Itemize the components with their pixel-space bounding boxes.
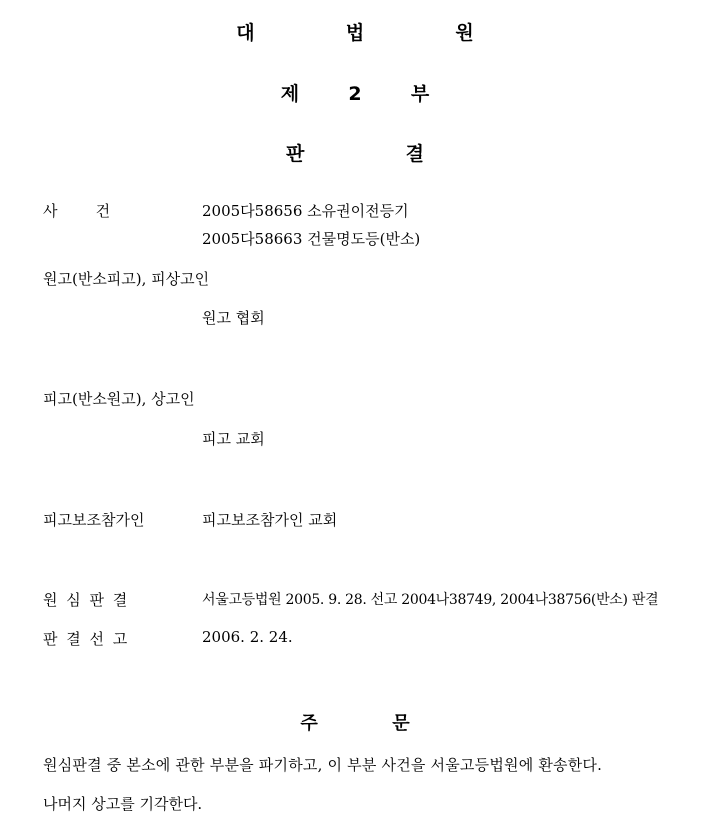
intervenor-label: 피고보조참가인	[43, 511, 145, 529]
division-char: 부	[410, 83, 430, 105]
case-label: 사 건	[43, 202, 111, 220]
document-type-char: 결	[405, 143, 424, 165]
document-type	[0, 139, 710, 166]
order-heading-char: 주	[300, 713, 318, 734]
plaintiff-label: 원고(반소피고), 피상고인	[43, 270, 210, 288]
intervenor-name: 피고보조참가인 교회	[202, 511, 338, 529]
division-char: 2	[348, 83, 362, 105]
case-number-1: 2005다58656 소유권이전등기	[202, 202, 409, 220]
order-line-1: 원심판결 중 본소에 관한 부분을 파기하고, 이 부분 사건을 서울고등법원에 환송한다.	[43, 756, 603, 774]
order-heading-char: 문	[392, 713, 410, 734]
court-name-char: 원	[455, 22, 474, 44]
court-name-char: 대	[236, 22, 255, 44]
order-heading	[0, 709, 710, 735]
document-type-char: 판	[286, 143, 305, 165]
lower-judgment-value: 서울고등법원 2005. 9. 28. 선고 2004나38749, 2004나38756(반소) 판결	[202, 592, 659, 608]
court-name	[0, 18, 710, 45]
case-number-2: 2005다58663 건물명도등(반소)	[202, 230, 421, 248]
court-name-char: 법	[345, 22, 365, 44]
plaintiff-name: 원고 협회	[202, 309, 265, 327]
division-name	[0, 79, 710, 106]
defendant-name: 피고 교회	[202, 430, 265, 448]
judgment-date-value: 2006. 2. 24.	[202, 628, 293, 646]
defendant-label: 피고(반소원고), 상고인	[43, 390, 195, 408]
order-line-2: 나머지 상고를 기각한다.	[43, 795, 203, 813]
division-char: 제	[280, 83, 300, 105]
lower-judgment-label: 원 심 판 결	[43, 591, 128, 609]
judgment-date-label: 판 결 선 고	[43, 630, 128, 648]
